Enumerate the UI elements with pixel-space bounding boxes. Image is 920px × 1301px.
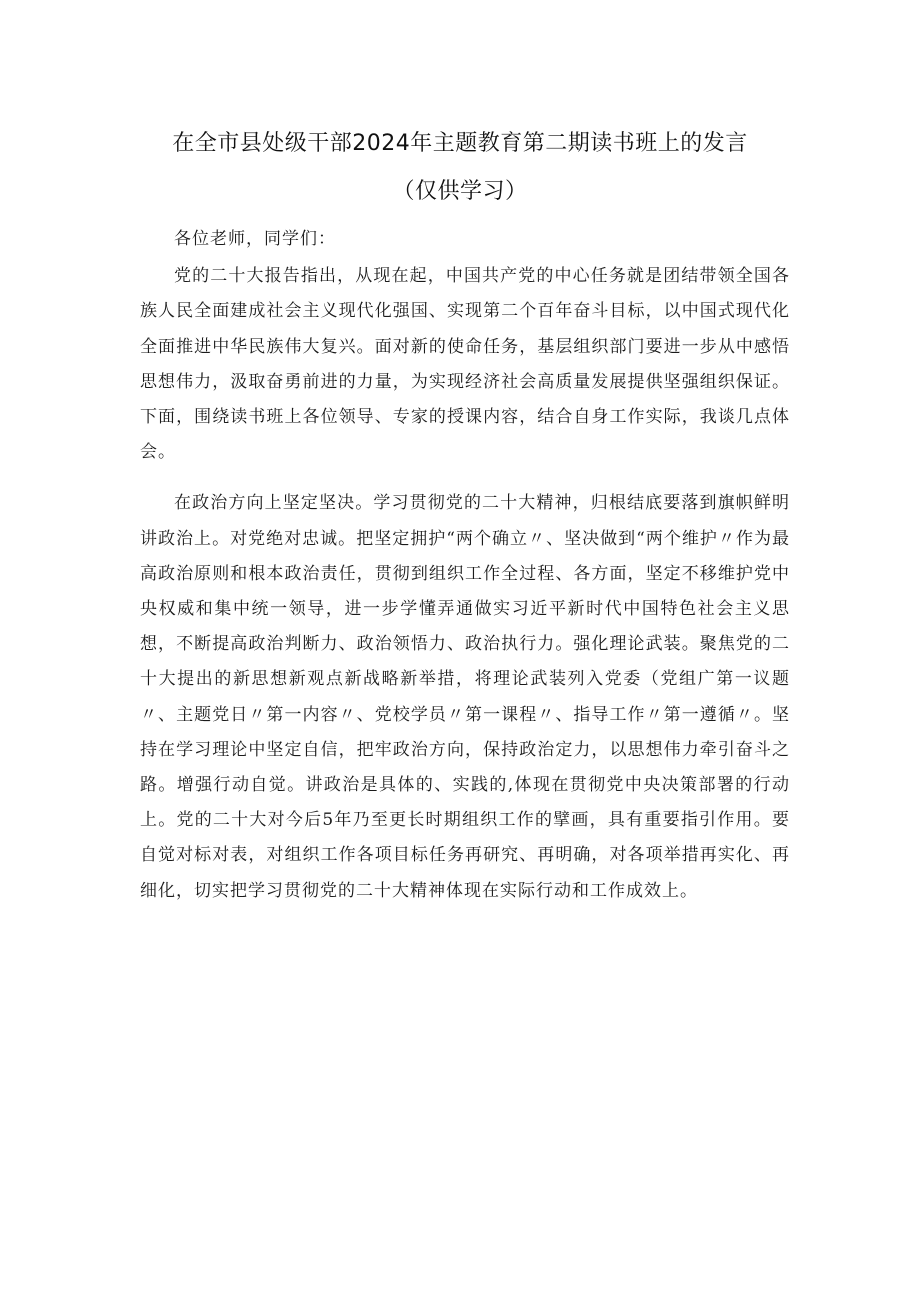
document-subtitle: （仅供学习） [392,179,528,204]
document-body [140,222,790,909]
document-title: 在全市县处级干部2024年主题教育第二期读书班上的发言 [172,131,748,156]
paragraph-intro: 党的二十大报告指出，从现在起，中国共产党的中心任务就是团结带领全国各族人民全面建成社会主义现代化强国、实现第二个百年奋斗目标，以中国式现代化全面推进中华民族伟大复兴。面对新的使命任务，基层组织部门要进一步从中感悟思想伟力，汲取奋勇前进的力量，为实现经济社会高质量发展提供坚强组织保证。下面，围绕读书班上各位领导、专家的授课内容，结合自身工作实际，我谈几点体会。 [140,266,790,463]
paragraph-political-direction: 在政治方向上坚定坚决。学习贯彻党的二十大精神，归根结底要落到旗帜鲜明讲政治上。对党绝对忠诚。把坚定拥护“两个确立〃、坚决做到“两个维护〃作为最高政治原则和根本政治责任，贯彻到组织工作全过程、各方面，坚定不移维护党中央权威和集中统一领导，进一步学懂弄通做实习近平新时代中国特色社会主义思想，不断提高政治判断力、政治领悟力、政治执行力。强化理论武装。聚焦党的二十大提出的新思想新观点新战略新举措，将理论武装列入党委（党组广第一议题〃、主题党日〃第一内容〃、党校学员〃第一课程〃、指导工作〃第一遵循〃。坚持在学习理论中坚定自信，把牢政治方向，保持政治定力，以思想伟力牵引奋斗之路。增强行动自觉。讲政治是具体的、实践的,体现在贯彻党中央决策部署的行动上。党的二十大对今后5年乃至更长时期组织工作的擘画，具有重要指引作用。要自觉对标对表，对组织工作各项目标任务再研究、再明确，对各项举措再实化、再细化，切实把学习贯彻党的二十大精神体现在实际行动和工作成效上。 [140,493,790,901]
salutation: 各位老师，同学们： [174,229,336,249]
